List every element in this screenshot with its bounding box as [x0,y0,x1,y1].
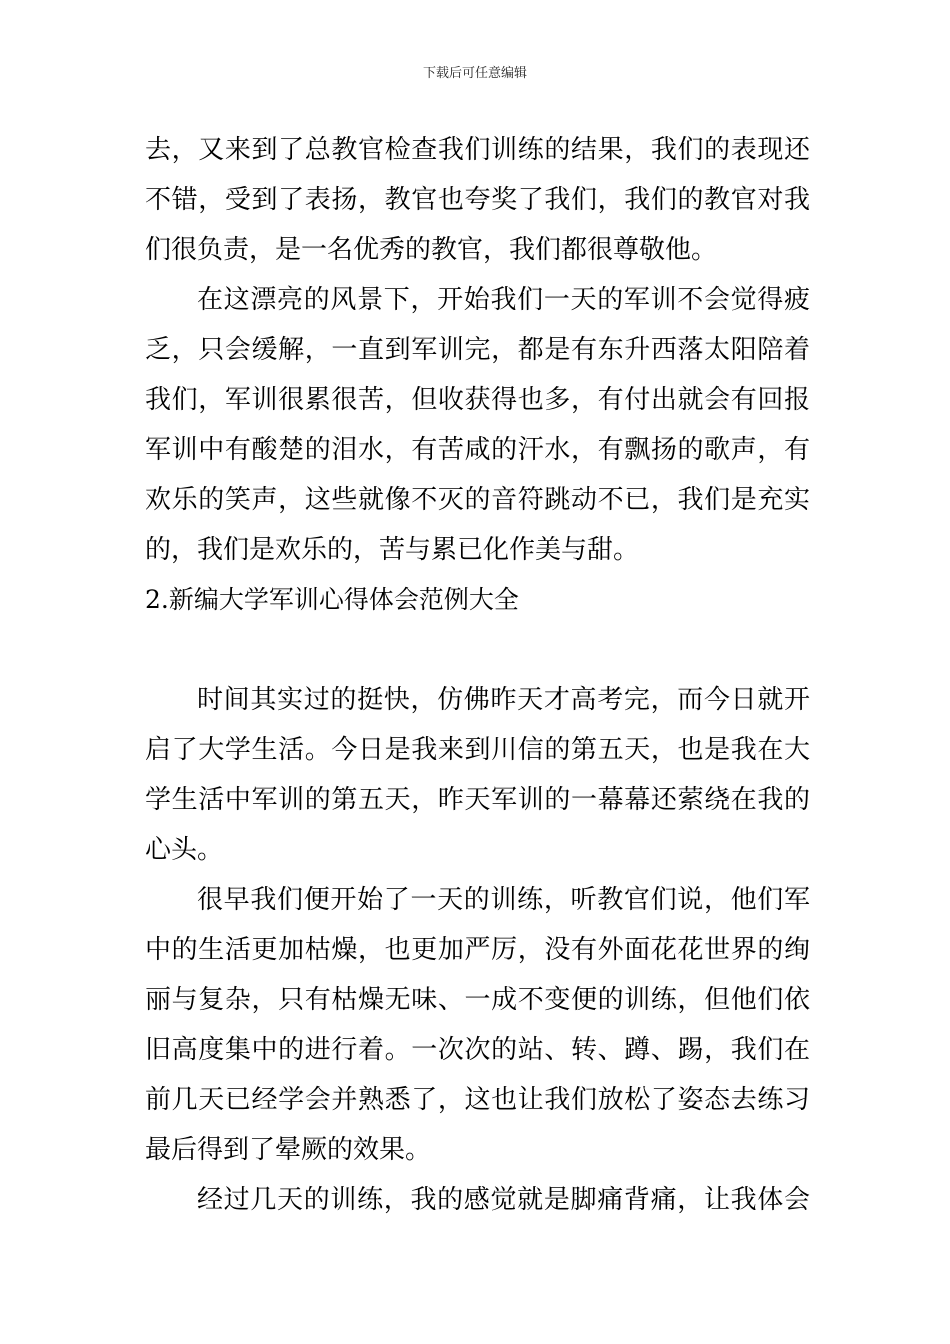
text-line: 最后得到了晕厥的效果。 [145,1135,432,1165]
section-heading: 2.新编大学军训心得体会范例大全 [145,585,519,614]
text-line: 经过几天的训练，我的感觉就是脚痛背痛，让我体会 [197,1185,810,1215]
page-header: 下载后可任意编辑 [422,66,527,81]
text-line: 乏，只会缓解，一直到军训完，都是有东升西落太阳陪着 [145,335,810,365]
text-line: 我们，军训很累很苦，但收获得也多，有付出就会有回报 [145,385,810,415]
blank-line [145,625,810,675]
text-line: 在这漂亮的风景下，开始我们一天的军训不会觉得疲 [197,285,810,315]
paragraph [145,125,810,275]
text-line: 们很负责，是一名优秀的教官，我们都很尊敬他。 [145,235,718,265]
text-line: 学生活中军训的第五天，昨天军训的一幕幕还萦绕在我的 [145,785,810,815]
text-line: 旧高度集中的进行着。一次次的站、转、蹲、踢，我们在 [145,1035,810,1065]
text-line: 前几天已经学会并熟悉了，这也让我们放松了姿态去练习 [145,1085,810,1115]
document-body [145,125,810,1225]
text-line: 中的生活更加枯燥，也更加严厉，没有外面花花世界的绚 [145,935,810,965]
text-line: 心头。 [145,835,224,865]
text-line: 军训中有酸楚的泪水，有苦咸的汗水，有飘扬的歌声，有 [145,435,810,465]
paragraph [145,275,810,575]
paragraph [145,675,810,875]
text-line: 时间其实过的挺快，仿佛昨天才高考完，而今日就开 [197,685,810,715]
paragraph [145,1175,810,1225]
text-line: 欢乐的笑声，这些就像不灭的音符跳动不已，我们是充实 [145,485,810,515]
text-line: 启了大学生活。今日是我来到川信的第五天，也是我在大 [145,735,810,765]
text-line: 去，又来到了总教官检查我们训练的结果，我们的表现还 [145,135,810,165]
text-line: 的，我们是欢乐的，苦与累已化作美与甜。 [145,535,640,565]
text-line: 很早我们便开始了一天的训练，听教官们说，他们军 [197,885,810,915]
text-line: 丽与复杂，只有枯燥无味、一成不变便的训练，但他们依 [145,985,810,1015]
text-line: 不错，受到了表扬，教官也夸奖了我们，我们的教官对我 [145,185,810,215]
paragraph [145,875,810,1175]
